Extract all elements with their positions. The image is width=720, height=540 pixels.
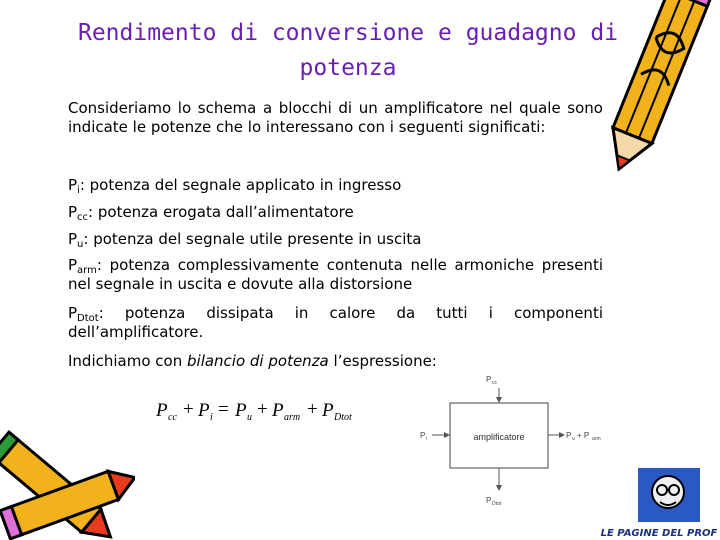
closing-suffix: l’espressione: xyxy=(328,352,437,370)
label-pdtot: P xyxy=(486,496,492,505)
definition-subscript: Dtot xyxy=(77,313,99,324)
closing-paragraph xyxy=(68,352,603,371)
definition-symbol: P xyxy=(68,230,78,248)
definition-pi xyxy=(68,176,603,195)
amplifier-label: amplificatore xyxy=(473,432,525,442)
slide-title xyxy=(58,16,638,86)
label-pi: P xyxy=(420,431,426,440)
definition-text: : potenza erogata dall’alimentatore xyxy=(88,203,354,221)
pencils-clipart-icon xyxy=(0,428,135,540)
definition-symbol: P xyxy=(68,176,78,194)
label-pdtot-sub: Dtot xyxy=(492,501,502,507)
label-parm-sub: arm xyxy=(592,436,601,442)
title-line-2: potenza xyxy=(299,55,397,81)
logo-text: LE PAGINE DEL PROF xyxy=(600,528,718,539)
formula-sub-arm: arm xyxy=(284,412,301,423)
formula-p-arm: P xyxy=(272,400,284,421)
definition-text: : potenza dissipata in calore da tutti i componenti dell’amplificatore. xyxy=(68,304,603,341)
formula-p-u: P xyxy=(235,400,247,421)
definition-text: : potenza complessivamente contenuta nelle armoniche presenti nel segnale in uscita e dovute alla distorsione xyxy=(68,256,603,293)
le-pagine-del-prof-logo xyxy=(598,458,720,540)
amplifier-block-diagram xyxy=(412,370,612,510)
label-pi-sub: i xyxy=(426,436,428,442)
formula-sub-i: i xyxy=(210,412,213,423)
definition-pcc xyxy=(68,203,603,222)
label-pcc: P xyxy=(486,375,492,384)
definition-subscript: u xyxy=(77,239,84,250)
formula-plus-2: + xyxy=(257,399,268,420)
pencil-clipart-icon xyxy=(586,0,720,180)
label-pu: P xyxy=(566,431,572,440)
formula-p-dtot: P xyxy=(322,400,334,421)
definition-symbol: P xyxy=(68,304,78,322)
intro-paragraph: Consideriamo lo schema a blocchi di un amplificatore nel quale sono indicate le potenze che lo interessano con i seguenti significati: xyxy=(68,99,603,136)
definition-text: : potenza del segnale utile presente in uscita xyxy=(83,230,422,248)
definition-parm xyxy=(68,256,603,294)
definition-subscript: i xyxy=(77,185,80,196)
label-pu-sub: u xyxy=(572,436,575,442)
power-balance-formula xyxy=(150,393,380,427)
definition-pu xyxy=(68,230,603,249)
formula-sub-u: u xyxy=(247,412,252,423)
definition-subscript: arm xyxy=(77,265,97,276)
definition-pdtot xyxy=(68,304,603,342)
formula-p-i: P xyxy=(198,400,210,421)
definition-symbol: P xyxy=(68,203,78,221)
formula-p-cc: P xyxy=(156,400,168,421)
formula-sub-cc: cc xyxy=(168,412,177,423)
definition-symbol: P xyxy=(68,256,78,274)
definition-text: : potenza del segnale applicato in ingresso xyxy=(79,176,402,194)
formula-plus-3: + xyxy=(307,399,318,420)
formula-equals: = xyxy=(218,399,229,420)
label-pcc-sub: cc xyxy=(492,380,497,386)
definition-subscript: cc xyxy=(77,212,89,223)
formula-plus-1: + xyxy=(183,399,194,420)
closing-italic: bilancio di potenza xyxy=(187,352,329,370)
label-parm: + P xyxy=(577,431,590,440)
closing-prefix: Indichiamo con xyxy=(68,352,187,370)
formula-sub-dtot: Dtot xyxy=(334,412,352,423)
title-line-1: Rendimento di conversione e guadagno di xyxy=(77,20,619,46)
